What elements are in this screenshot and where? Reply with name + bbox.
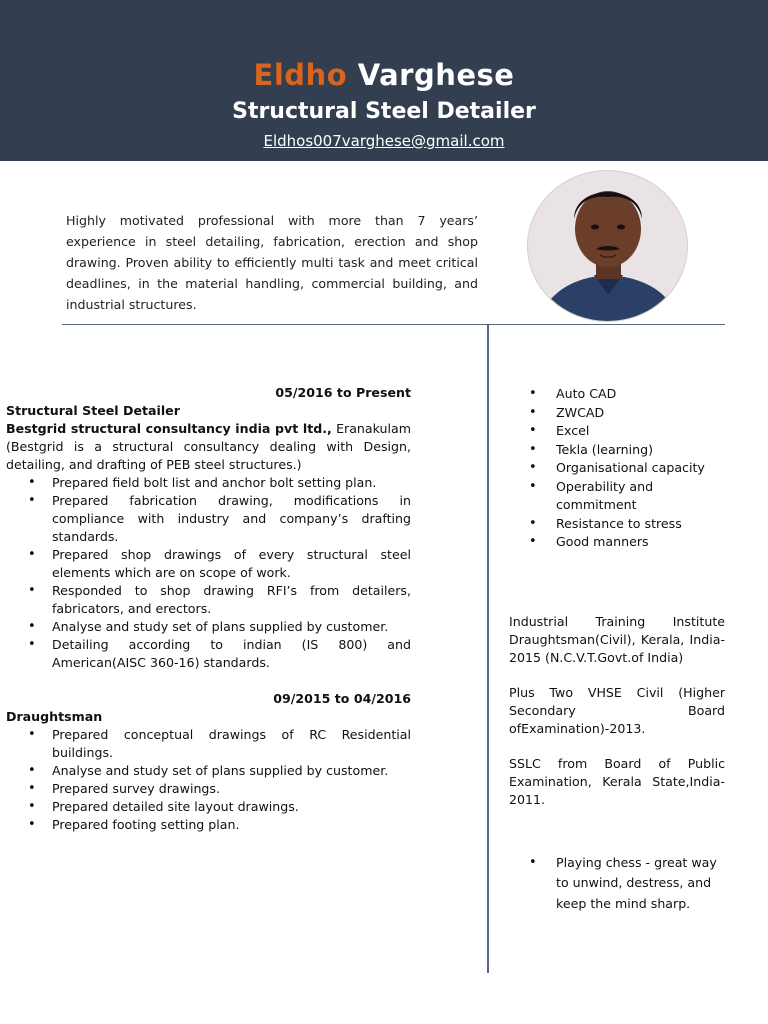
list-item: • Prepared fabrication drawing, modifications in compliance with industry and company’s drafting standards. xyxy=(6,492,411,546)
list-item: • Responded to shop drawing RFI’s from detailers, fabricators, and erectors. xyxy=(6,582,411,618)
job-duties-list xyxy=(6,726,411,834)
list-item: • Analyse and study set of plans supplied by customer. xyxy=(6,762,411,780)
profile-photo xyxy=(527,170,688,322)
education-item: SSLC from Board of Public Examination, Kerala State,India-2011. xyxy=(509,755,725,807)
list-item: • Prepared detailed site layout drawings. xyxy=(6,798,411,816)
first-name: Eldho xyxy=(253,58,348,92)
company-info xyxy=(6,420,411,474)
company-name: Bestgrid structural consultancy india pvt ltd., xyxy=(6,421,332,436)
skill-item: • ZWCAD xyxy=(509,404,725,423)
education-item: Industrial Training Institute Draughtsman(Civil), Kerala, India-2015 (N.C.V.T.Govt.of India) xyxy=(509,613,725,665)
hobby-item: • Playing chess - great way to unwind, destress, and keep the mind sharp. xyxy=(509,853,725,915)
section-divider-horizontal xyxy=(62,324,725,325)
section-divider-vertical xyxy=(487,325,489,973)
skill-item: • Auto CAD xyxy=(509,385,725,404)
job-title: Structural Steel Detailer xyxy=(232,99,536,124)
skill-item: • Good manners xyxy=(509,533,725,552)
job-dates: 09/2015 to 04/2016 xyxy=(273,691,411,706)
job-dates: 05/2016 to Present xyxy=(275,385,411,400)
job-role: Draughtsman xyxy=(6,709,103,724)
skill-item: • Operability and commitment xyxy=(509,478,725,515)
skill-item: • Excel xyxy=(509,422,725,441)
list-item: • Prepared field bolt list and anchor bolt setting plan. xyxy=(6,474,411,492)
skill-item: • Tekla (learning) xyxy=(509,441,725,460)
list-item: • Prepared conceptual drawings of RC Residential buildings. xyxy=(6,726,411,762)
email-link[interactable]: Eldhos007varghese@gmail.com xyxy=(263,132,505,150)
education-item: Plus Two VHSE Civil (Higher Secondary Board ofExamination)-2013. xyxy=(509,684,725,736)
job-duties-list xyxy=(6,474,411,672)
experience-section xyxy=(6,384,411,834)
company-location: Eranakulam xyxy=(331,421,411,436)
list-item: • Prepared survey drawings. xyxy=(6,780,411,798)
list-item: • Prepared footing setting plan. xyxy=(6,816,411,834)
skill-item: • Resistance to stress xyxy=(509,515,725,534)
list-item: • Detailing according to indian (IS 800) and American(AISC 360-16) standards. xyxy=(6,636,411,672)
last-name: Varghese xyxy=(347,58,515,92)
person-portrait-icon xyxy=(528,171,688,322)
skills-list xyxy=(509,385,725,552)
candidate-name xyxy=(0,58,768,92)
skill-item: • Organisational capacity xyxy=(509,459,725,478)
header-banner xyxy=(0,0,768,161)
list-item: • Prepared shop drawings of every structural steel elements which are on scope of work. xyxy=(6,546,411,582)
job-role: Structural Steel Detailer xyxy=(6,403,180,418)
hobbies-list xyxy=(509,853,725,915)
education-section xyxy=(509,613,725,809)
company-description: (Bestgrid is a structural consultancy dealing with Design, detailing, and drafting of PEB steel structures.) xyxy=(6,439,411,472)
profile-summary: Highly motivated professional with more than 7 years’ experience in steel detailing, fabrication, erection and shop drawing. Proven ability to efficiently multi task and meet critical deadlines, in the material handling, commercial building, and industrial structures. xyxy=(66,213,478,312)
sidebar-column xyxy=(509,385,725,914)
list-item: • Analyse and study set of plans supplied by customer. xyxy=(6,618,411,636)
